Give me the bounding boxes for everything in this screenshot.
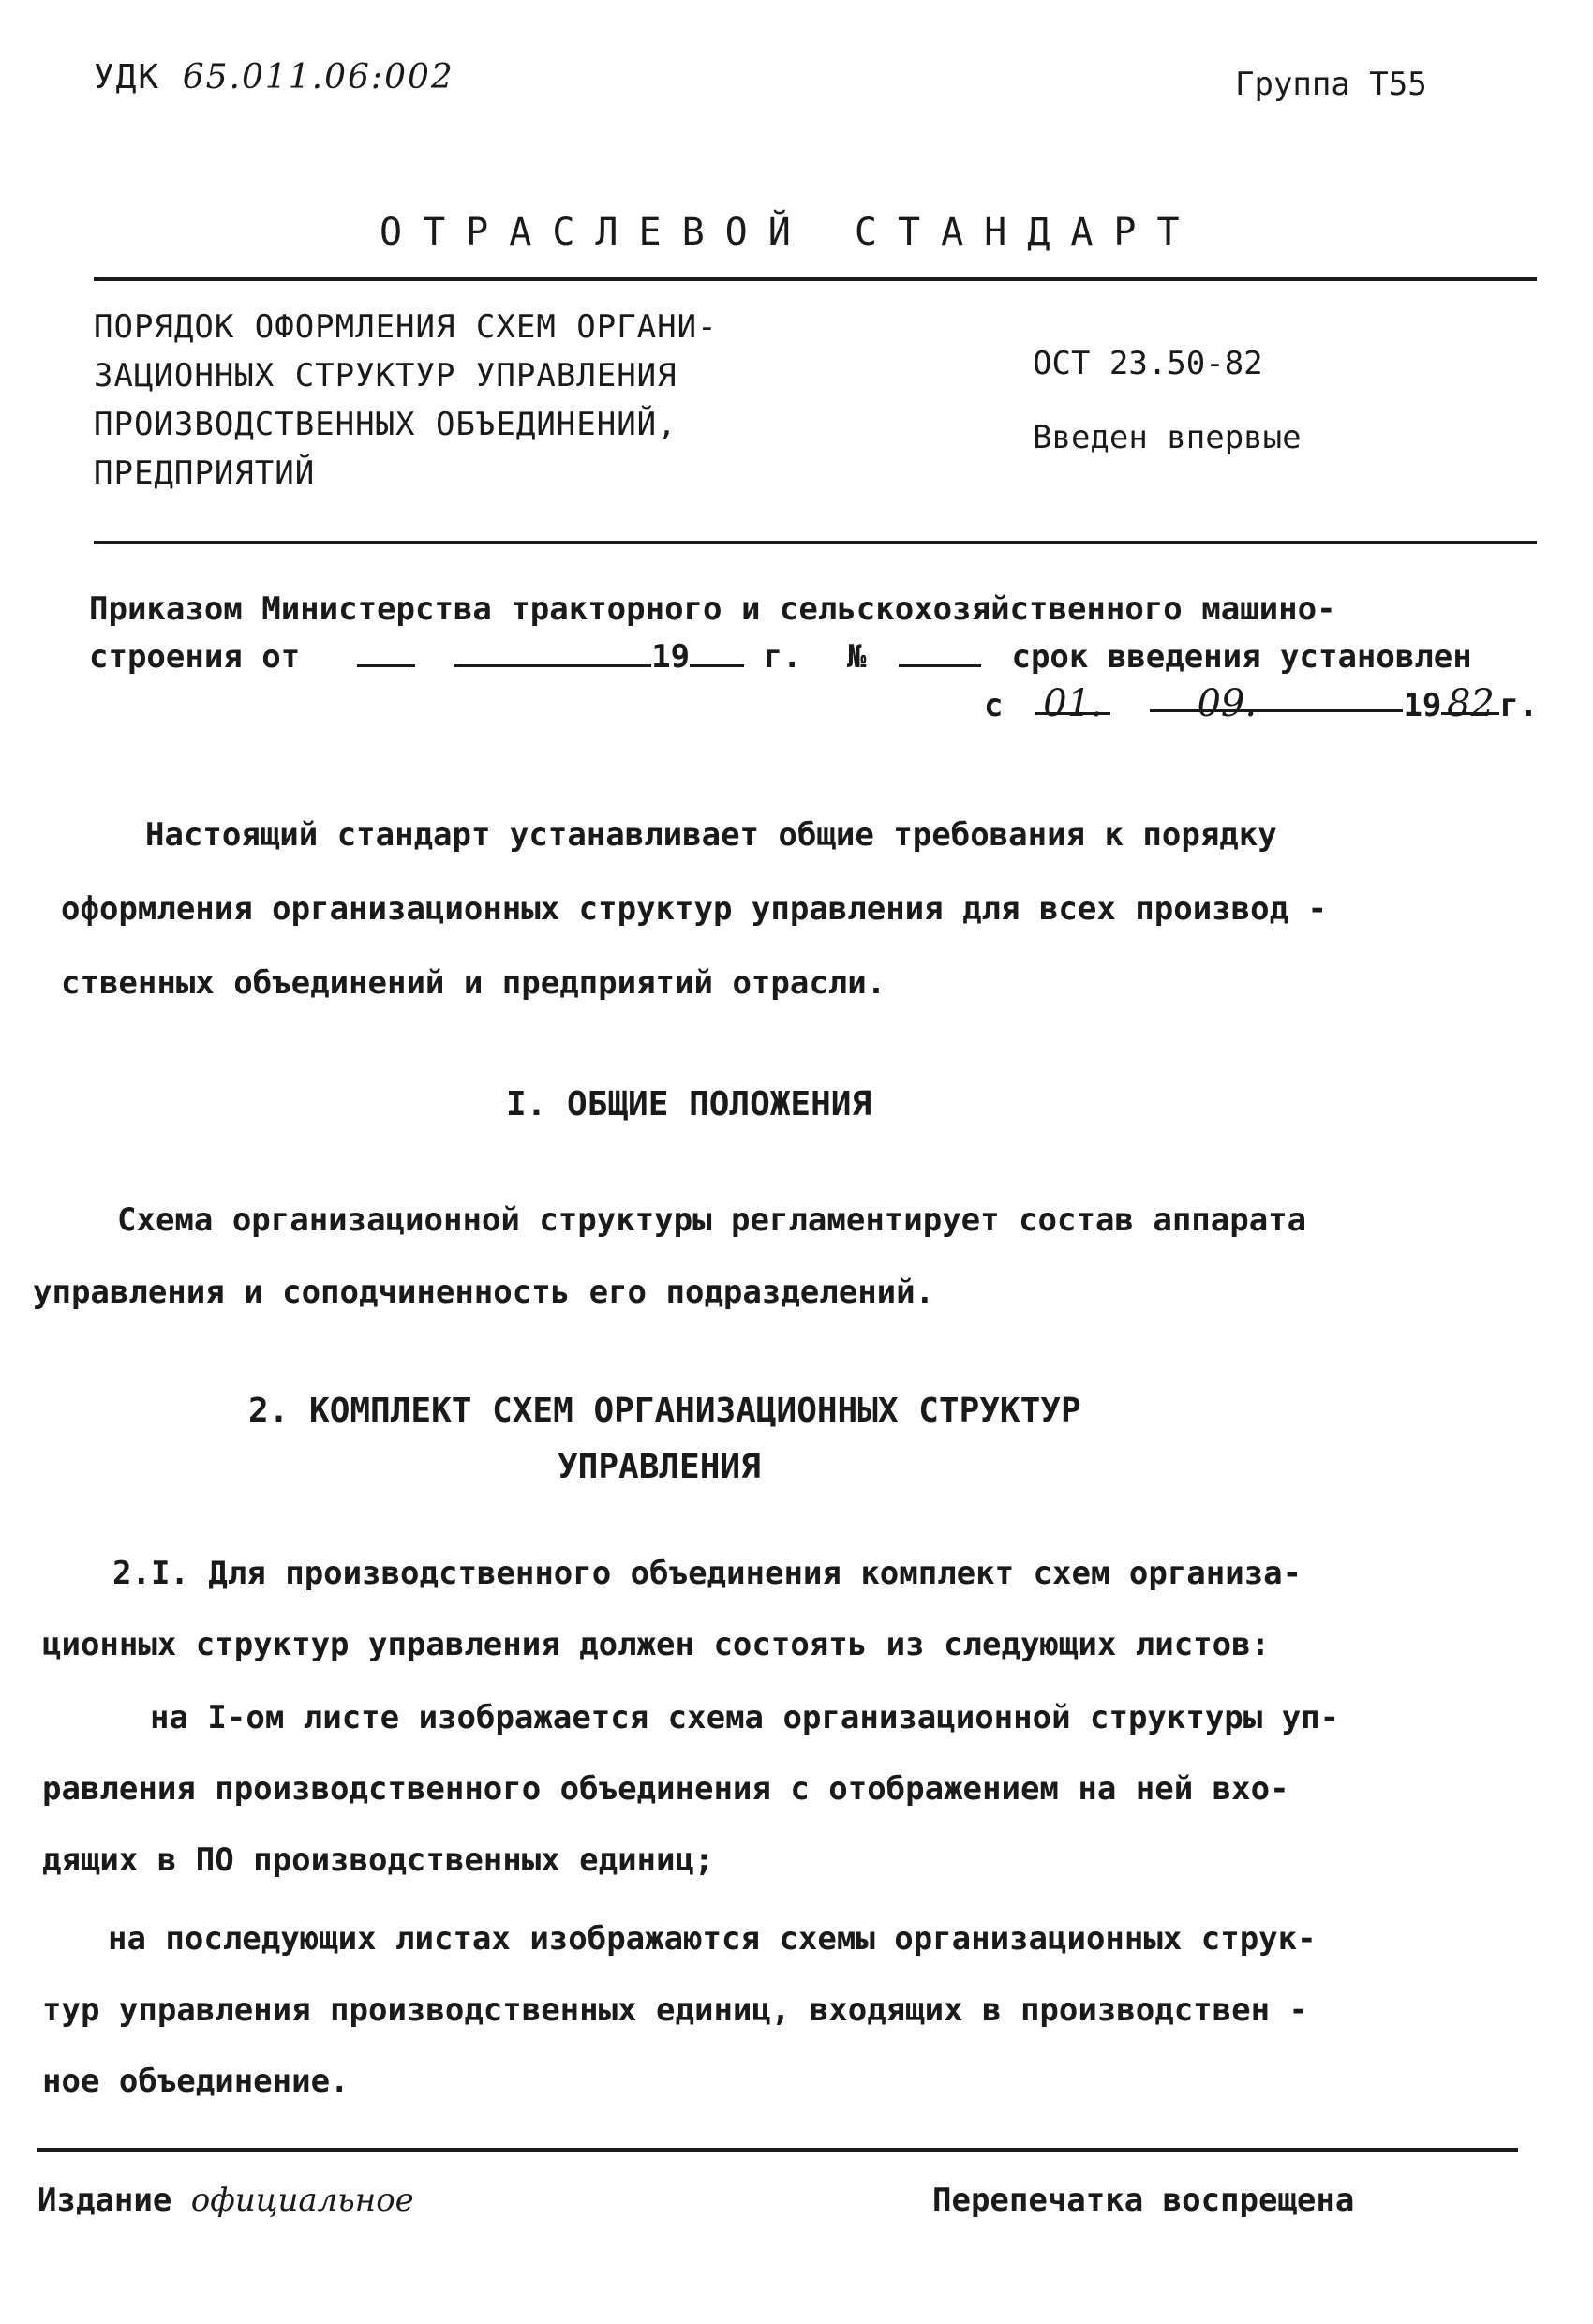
section-2-heading-cont: УПРАВЛЕНИЯ [558, 1448, 761, 1486]
standard-note: Введен впервые [1033, 419, 1302, 456]
reprint-notice: Перепечатка воспрещена [932, 2182, 1355, 2219]
order-month-blank [454, 633, 651, 667]
standard-name [94, 303, 843, 498]
middle-rule [94, 541, 1537, 544]
order-line-1: Приказом Министерства тракторного и сельскохозяйственного машино- [89, 590, 1336, 628]
group-code: Группа Т55 [1235, 66, 1427, 103]
order-day-blank [357, 633, 415, 667]
order-year-prefix: 19 [651, 638, 691, 676]
order-line-3 [984, 680, 1538, 729]
order-from-label: строения от [89, 638, 301, 676]
udk-code: 65.011.06:002 [182, 58, 454, 97]
standard-name-line: ПРОИЗВОДСТВЕННЫХ ОБЪЕДИНЕНИЙ, [94, 406, 677, 443]
edition-hand-note: официальное [190, 2182, 414, 2219]
section-1-heading: I. ОБЩИЕ ПОЛОЖЕНИЯ [506, 1085, 872, 1124]
top-rule [94, 277, 1537, 281]
section-2-line-7: тур управления производственных единиц, входящих в производствен - [42, 1991, 1309, 2029]
bottom-rule [37, 2148, 1518, 2152]
udk-label: УДК [94, 58, 161, 97]
order-start-year: 82 [1441, 680, 1499, 715]
section-2-line-3: на I-ом листе изображается схема организационной структуры уп- [150, 1699, 1340, 1736]
order-year-blank [690, 633, 744, 667]
section-1-line-1: Схема организационной структуры регламентирует состав аппарата [117, 1201, 1307, 1239]
order-number-sign: № [847, 638, 867, 676]
order-start-day: 01. [1035, 680, 1110, 715]
section-1-line-2: управления и соподчиненность его подразделений. [33, 1274, 935, 1311]
document-title: ОТРАСЛЕВОЙ СТАНДАРТ [380, 211, 1200, 254]
intro-line-2: оформления организационных структур управления для всех производ - [61, 890, 1328, 928]
section-2-line-8: ное объединение. [42, 2063, 350, 2100]
udk-line [94, 58, 454, 97]
standard-name-line: ЗАЦИОННЫХ СТРУКТУР УПРАВЛЕНИЯ [94, 357, 677, 395]
standard-code: ОСТ 23.50-82 [1033, 345, 1263, 382]
order-start-month: 09. [1150, 680, 1403, 712]
order-year-suffix: г. [763, 638, 802, 676]
order-deadline-label: срок введения установлен [1011, 638, 1472, 676]
intro-line-1: Настоящий стандарт устанавливает общие требования к порядку [145, 816, 1277, 854]
standard-name-line: ПОРЯДОК ОФОРМЛЕНИЯ СХЕМ ОРГАНИ- [94, 308, 718, 346]
section-2-line-6: на последующих листах изображаются схемы организационных струк- [108, 1920, 1317, 1958]
order-line-2 [89, 633, 1538, 680]
order-start-year-prefix: 19 [1403, 687, 1442, 724]
intro-line-3: ственных объединений и предприятий отрасли. [61, 964, 886, 1002]
section-2-line-4: равления производственного объединения с отображением на ней вхо- [42, 1770, 1289, 1808]
order-number-blank [899, 633, 981, 667]
edition-label: Издание [37, 2182, 172, 2219]
standard-name-line: ПРЕДПРИЯТИЙ [94, 454, 316, 492]
order-start-year-suffix: г. [1499, 687, 1539, 724]
section-2-line-5: дящих в ПО производственных единиц; [42, 1841, 714, 1879]
section-2-line-1: 2.I. Для производственного объединения комплект схем организа- [112, 1555, 1303, 1592]
section-2-line-2: ционных структур управления должен состоять из следующих листов: [42, 1626, 1271, 1663]
order-block [89, 586, 1538, 729]
section-2-heading: 2. КОМПЛЕКТ СХЕМ ОРГАНИЗАЦИОННЫХ СТРУКТУР [248, 1392, 1081, 1430]
order-from-prefix: с [984, 687, 1004, 724]
edition-note [37, 2182, 414, 2219]
